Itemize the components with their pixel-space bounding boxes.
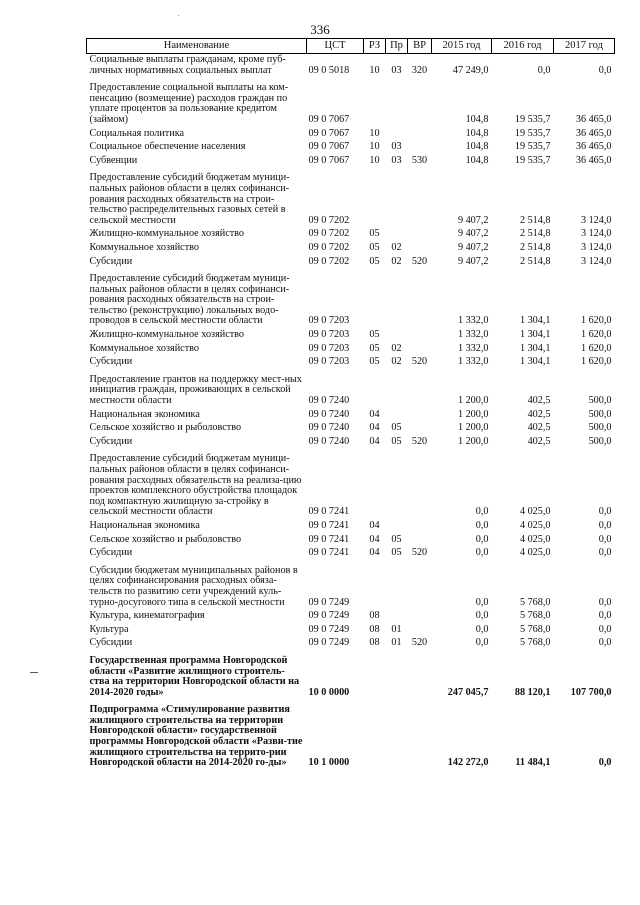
row-vr [408, 422, 432, 436]
row-cst: 09 0 7202 [308, 241, 350, 253]
row-2017: 3 124,0 [580, 255, 612, 267]
row-vr [408, 651, 432, 700]
row-name: Субвенции [89, 154, 138, 166]
page-number: 336 [310, 22, 330, 37]
row-2015: 1 200,0 [457, 435, 489, 447]
row-name: Сельское хозяйство и рыболовство [89, 422, 242, 434]
row-pr: 02 [391, 241, 402, 253]
row-name: Жилищно-коммунальное хозяйство [89, 329, 245, 341]
row-2016: 4 025,0 [519, 519, 551, 531]
row-pr: 02 [391, 342, 402, 354]
row-2017: 1 620,0 [580, 329, 612, 341]
table-row [87, 168, 615, 228]
row-rz: 04 [369, 422, 380, 434]
row-name: Сельское хозяйство и рыболовство [89, 533, 242, 545]
header-vr: ВР [408, 39, 432, 54]
row-rz: 05 [369, 342, 380, 354]
row-2017: 0,0 [598, 64, 612, 76]
row-2016: 4 025,0 [519, 533, 551, 545]
row-2016: 19 535,7 [514, 154, 551, 166]
table-row [87, 422, 615, 436]
row-2016: 5 768,0 [519, 637, 551, 649]
row-name: Культура [89, 623, 129, 635]
row-vr [408, 561, 432, 610]
row-vr [408, 228, 432, 242]
row-rz: 04 [369, 533, 380, 545]
row-vr [408, 269, 432, 329]
table-row [87, 78, 615, 127]
row-2017: 0,0 [598, 506, 612, 518]
row-2017: 0,0 [598, 533, 612, 545]
table-body [87, 54, 615, 771]
row-name: Коммунальное хозяйство [89, 241, 199, 253]
row-2015: 0,0 [475, 623, 489, 635]
row-pr [386, 449, 408, 520]
row-cst: 09 0 7203 [308, 329, 350, 341]
row-cst: 09 0 7203 [308, 315, 350, 327]
row-2016: 1 304,1 [519, 329, 551, 341]
row-2016: 5 768,0 [519, 596, 551, 608]
row-rz: 05 [369, 255, 380, 267]
row-2015: 104,8 [465, 127, 489, 139]
table-row [87, 436, 615, 450]
row-rz: 10 [369, 141, 380, 153]
row-rz [364, 700, 386, 771]
row-cst: 09 0 7202 [308, 214, 350, 226]
table-row [87, 637, 615, 651]
row-2016: 88 120,1 [514, 686, 551, 698]
row-pr [386, 370, 408, 409]
row-2016: 402,5 [527, 408, 551, 420]
row-vr [408, 242, 432, 256]
row-2015: 0,0 [475, 533, 489, 545]
row-vr: 520 [411, 637, 428, 649]
table-row [87, 128, 615, 142]
row-2017: 107 700,0 [570, 686, 612, 698]
row-2016: 19 535,7 [514, 141, 551, 153]
row-pr: 02 [391, 255, 402, 267]
row-vr [408, 534, 432, 548]
row-2016: 402,5 [527, 435, 551, 447]
header-2015: 2015 год [432, 39, 492, 54]
row-2016: 5 768,0 [519, 623, 551, 635]
header-2017: 2017 год [554, 39, 615, 54]
row-vr: 520 [411, 435, 428, 447]
row-vr [408, 168, 432, 228]
row-2016: 402,5 [527, 422, 551, 434]
budget-table [86, 38, 615, 771]
row-2015: 1 200,0 [457, 408, 489, 420]
row-name: Социальные выплаты гражданам, кроме пуб-личных нормативных социальных выплат [89, 54, 286, 76]
row-name: Культура, кинематография [89, 610, 205, 622]
row-2016: 19 535,7 [514, 127, 551, 139]
table-row [87, 547, 615, 561]
row-pr [386, 409, 408, 423]
row-2017: 1 620,0 [580, 315, 612, 327]
row-2016: 1 304,1 [519, 356, 551, 368]
row-2017: 0,0 [598, 637, 612, 649]
row-cst: 09 0 7202 [308, 228, 350, 240]
row-pr [386, 128, 408, 142]
row-pr: 05 [391, 547, 402, 559]
row-name: Предоставление грантов на поддержку мест-ных инициатив граждан, проживающих в сельской местности области [89, 373, 302, 407]
row-2016: 0,0 [537, 64, 551, 76]
row-2016: 2 514,8 [519, 228, 551, 240]
table-row [87, 561, 615, 610]
row-vr [408, 409, 432, 423]
row-vr: 520 [411, 547, 428, 559]
row-cst: 09 0 7249 [308, 637, 350, 649]
row-cst: 09 0 7241 [308, 506, 350, 518]
row-name: Национальная экономика [89, 408, 200, 420]
row-2017: 1 620,0 [580, 342, 612, 354]
row-rz [364, 269, 386, 329]
table-row [87, 155, 615, 169]
row-name: Социальное обеспечение населения [89, 141, 246, 153]
row-name: Предоставление субсидий бюджетам муници-пальных районов области в целях софинанси-рования расходных обязательств на реализа-цию проектов комплексного обустройства площадок под компактную жилищную за-стройку в сельской местности области [89, 453, 302, 518]
row-pr [386, 700, 408, 771]
row-2017: 0,0 [598, 519, 612, 531]
row-cst: 09 0 7240 [308, 395, 350, 407]
row-vr [408, 343, 432, 357]
row-pr [386, 520, 408, 534]
row-pr [386, 651, 408, 700]
row-2016: 5 768,0 [519, 610, 551, 622]
header-pr: Пр [386, 39, 408, 54]
row-vr: 530 [411, 154, 428, 166]
row-2016: 2 514,8 [519, 241, 551, 253]
row-cst: 09 0 7240 [308, 422, 350, 434]
row-rz: 10 [369, 127, 380, 139]
row-rz: 10 [369, 64, 380, 76]
row-2015: 0,0 [475, 596, 489, 608]
margin-mark [30, 672, 38, 673]
table-row [87, 700, 615, 771]
row-2017: 0,0 [598, 547, 612, 559]
table-row [87, 141, 615, 155]
row-2015: 1 332,0 [457, 342, 489, 354]
row-pr [386, 269, 408, 329]
header-cst: ЦСТ [307, 39, 364, 54]
row-2017: 500,0 [588, 395, 612, 407]
row-2017: 36 465,0 [575, 141, 612, 153]
row-pr: 02 [391, 356, 402, 368]
row-cst: 09 0 7249 [308, 610, 350, 622]
table-row [87, 409, 615, 423]
row-pr: 01 [391, 637, 402, 649]
row-2015: 142 272,0 [447, 757, 489, 769]
row-cst: 09 0 7249 [308, 623, 350, 635]
row-cst: 09 0 7241 [308, 533, 350, 545]
row-cst: 10 0 0000 [308, 686, 350, 698]
row-2015: 9 407,2 [457, 214, 489, 226]
row-cst: 09 0 7067 [308, 154, 350, 166]
row-2015: 1 332,0 [457, 329, 489, 341]
row-2015: 247 045,7 [447, 686, 489, 698]
row-vr [408, 624, 432, 638]
row-rz: 05 [369, 241, 380, 253]
row-2015: 9 407,2 [457, 241, 489, 253]
row-vr: 520 [411, 356, 428, 368]
row-vr [408, 329, 432, 343]
row-2016: 2 514,8 [519, 255, 551, 267]
row-name: Субсидии [89, 435, 133, 447]
row-2015: 104,8 [465, 141, 489, 153]
row-rz: 04 [369, 435, 380, 447]
row-pr: 03 [391, 154, 402, 166]
row-cst: 09 0 7249 [308, 596, 350, 608]
row-pr: 05 [391, 435, 402, 447]
row-2015: 104,8 [465, 154, 489, 166]
row-pr [386, 610, 408, 624]
row-2017: 36 465,0 [575, 154, 612, 166]
row-vr [408, 610, 432, 624]
row-vr [408, 128, 432, 142]
row-pr: 05 [391, 422, 402, 434]
row-pr [386, 78, 408, 127]
row-2015: 0,0 [475, 637, 489, 649]
table-row [87, 329, 615, 343]
row-rz [364, 561, 386, 610]
row-cst: 09 0 7241 [308, 519, 350, 531]
table-row [87, 256, 615, 270]
row-cst: 09 0 7241 [308, 547, 350, 559]
row-name: Национальная экономика [89, 519, 200, 531]
header-name: Наименование [87, 39, 307, 54]
row-rz: 10 [369, 154, 380, 166]
row-2017: 0,0 [598, 610, 612, 622]
row-rz [364, 651, 386, 700]
row-2016: 11 484,1 [515, 757, 551, 769]
table-row [87, 269, 615, 329]
row-2017: 3 124,0 [580, 228, 612, 240]
table-row [87, 343, 615, 357]
table-row [87, 624, 615, 638]
row-cst: 09 0 7240 [308, 408, 350, 420]
row-vr [408, 78, 432, 127]
row-name: Предоставление социальной выплаты на ком-пенсацию (возмещение) расходов граждан по уплате процентов за пользование кредитом (займом) [89, 82, 289, 125]
row-cst: 09 0 7067 [308, 113, 350, 125]
table-row [87, 228, 615, 242]
table-row [87, 610, 615, 624]
table-row [87, 356, 615, 370]
row-name: Жилищно-коммунальное хозяйство [89, 228, 245, 240]
row-vr [408, 141, 432, 155]
table-row [87, 651, 615, 700]
row-2015: 1 200,0 [457, 422, 489, 434]
row-pr: 05 [391, 533, 402, 545]
header-rz: РЗ [364, 39, 386, 54]
row-pr [386, 168, 408, 228]
row-2017: 3 124,0 [580, 241, 612, 253]
row-2015: 1 332,0 [457, 356, 489, 368]
row-cst: 09 0 7067 [308, 141, 350, 153]
row-cst: 09 0 7203 [308, 356, 350, 368]
row-2015: 1 332,0 [457, 315, 489, 327]
row-name: Предоставление субсидий бюджетам муници-пальных районов области в целях софинанси-рования расходных обязательств на строи-тельство распределительных газовых сетей в сельской местности [89, 172, 290, 226]
table-row [87, 520, 615, 534]
row-2017: 0,0 [598, 623, 612, 635]
row-2017: 1 620,0 [580, 356, 612, 368]
row-name: Субсидии [89, 547, 133, 559]
row-cst: 09 0 7203 [308, 342, 350, 354]
scan-speck [178, 15, 179, 16]
row-rz: 08 [369, 610, 380, 622]
row-rz [364, 78, 386, 127]
table-header [87, 39, 615, 54]
table-row [87, 370, 615, 409]
row-2017: 36 465,0 [575, 127, 612, 139]
row-rz: 05 [369, 356, 380, 368]
row-cst: 09 0 7202 [308, 255, 350, 267]
row-2016: 4 025,0 [519, 547, 551, 559]
row-rz [364, 370, 386, 409]
row-name: Коммунальное хозяйство [89, 342, 199, 354]
row-name: Социальная политика [89, 127, 185, 139]
row-vr [408, 449, 432, 520]
row-2015: 0,0 [475, 506, 489, 518]
row-name: Государственная программа Новгородской области «Развитие жилищного строитель-ства на территории Новгородской области на 2014-2020 годы» [89, 654, 300, 698]
row-2016: 1 304,1 [519, 342, 551, 354]
row-2016: 2 514,8 [519, 214, 551, 226]
row-name: Предоставление субсидий бюджетам муници-пальных районов области в целях софинанси-рования расходных обязательств на строи-тельство (реконструкцию) локальных водо-проводов в сельской местности области [89, 273, 290, 327]
row-rz [364, 449, 386, 520]
row-rz: 04 [369, 519, 380, 531]
row-cst: 09 0 7067 [308, 127, 350, 139]
row-rz: 04 [369, 547, 380, 559]
row-name: Субсидии [89, 255, 133, 267]
row-vr: 320 [411, 64, 428, 76]
row-pr: 03 [391, 141, 402, 153]
row-2015: 47 249,0 [452, 64, 489, 76]
row-2015: 9 407,2 [457, 255, 489, 267]
row-2017: 500,0 [588, 408, 612, 420]
row-vr [408, 370, 432, 409]
row-rz: 05 [369, 228, 380, 240]
row-2015: 9 407,2 [457, 228, 489, 240]
row-pr [386, 228, 408, 242]
row-pr [386, 561, 408, 610]
row-2016: 19 535,7 [514, 113, 551, 125]
row-2016: 1 304,1 [519, 315, 551, 327]
row-cst: 09 0 7240 [308, 435, 350, 447]
row-name: Субсидии [89, 637, 133, 649]
row-2015: 1 200,0 [457, 395, 489, 407]
table-row [87, 449, 615, 520]
row-2015: 0,0 [475, 519, 489, 531]
row-vr [408, 520, 432, 534]
row-2017: 500,0 [588, 422, 612, 434]
row-name: Подпрограмма «Стимулирование развития жилищного строительства на территории Новгородской области» государственной программы Новгородской области «Разви-тие жилищного строительства на террито-рии Новгородской области на 2014-2020 го-ды» [89, 704, 303, 769]
row-2017: 36 465,0 [575, 113, 612, 125]
row-rz: 08 [369, 637, 380, 649]
row-2015: 0,0 [475, 610, 489, 622]
table-row [87, 534, 615, 548]
row-rz: 05 [369, 329, 380, 341]
row-rz: 08 [369, 623, 380, 635]
row-2017: 500,0 [588, 435, 612, 447]
row-vr: 520 [411, 255, 428, 267]
header-2016: 2016 год [492, 39, 554, 54]
row-2016: 402,5 [527, 395, 551, 407]
row-rz [364, 168, 386, 228]
row-name: Субсидии [89, 356, 133, 368]
row-cst: 10 1 0000 [308, 757, 350, 769]
row-pr [386, 329, 408, 343]
table-row [87, 54, 615, 79]
table-row [87, 242, 615, 256]
row-2015: 0,0 [475, 547, 489, 559]
row-vr [408, 700, 432, 771]
row-pr: 01 [391, 623, 402, 635]
row-2015: 104,8 [465, 113, 489, 125]
row-2017: 0,0 [598, 757, 612, 769]
row-cst: 09 0 5018 [308, 64, 350, 76]
row-2017: 3 124,0 [580, 214, 612, 226]
row-2017: 0,0 [598, 596, 612, 608]
row-pr: 03 [391, 64, 402, 76]
row-rz: 04 [369, 408, 380, 420]
row-2016: 4 025,0 [519, 506, 551, 518]
row-name: Субсидии бюджетам муниципальных районов в целях софинансирования расходных обяза-тельств по развитию сети учреждений куль-турно-досугового типа в сельской местности [89, 564, 298, 608]
